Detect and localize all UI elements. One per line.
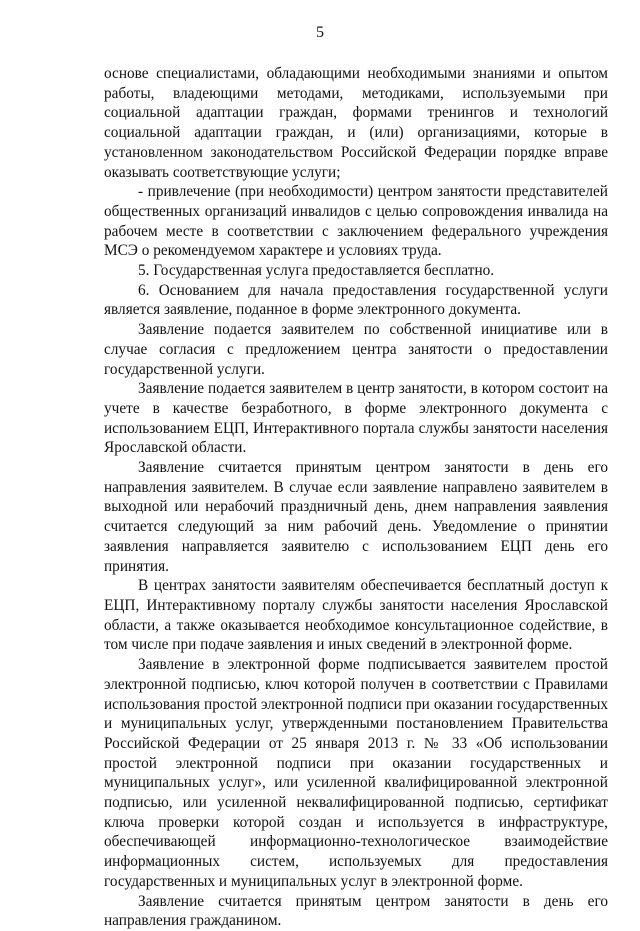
page-number: 5 <box>316 24 324 41</box>
document-body <box>104 64 608 931</box>
paragraph: Заявление считается принятым центром занятости в день его направления заявителем. В случае если заявление направлено заявителем в выходной или нерабочий праздничный день, днем направления заявления считается следующий за ним рабочий день. Уведомление о принятии заявления направляется заявителю с использованием ЕЦП день его принятия. <box>104 459 608 575</box>
paragraph: Заявление считается принятым центром занятости в день его направления гражданином. <box>104 892 608 930</box>
paragraph: Заявление в электронной форме подписывается заявителем простой электронной подписью, ключ которой получен в соответствии с Правилами использования простой электронной подписи при оказании государственных и муниципальных услуг, утвержденными постановлением Правительства Российской Федерации от 25 января 2013 г. № 33 «Об использовании простой электронной подписи при оказании государственных и муниципальных услуг», или усиленной квалифицированной электронной подписью, или усиленной неквалифицированной подписью, сертификат ключа проверки которой создан и используется в инфраструктуре, обеспечивающей информационно-технологическое взаимодействие информационных систем, используемых для предоставления государственных и муниципальных услуг в электронной форме. <box>104 656 608 890</box>
paragraph: Заявление подается заявителем в центр занятости, в котором состоит на учете в качестве безработного, в форме электронного документа с использованием ЕЦП, Интерактивного портала службы занятости населения Ярославской области. <box>104 380 608 457</box>
paragraph: 5. Государственная услуга предоставляется бесплатно. <box>138 262 495 280</box>
paragraph: - привлечение (при необходимости) центром занятости представителей общественных организаций инвалидов с целью сопровождения инвалида на рабочем месте в соответствии с заключением федерального учреждения МСЭ о рекомендуемом характере и условиях труда. <box>104 183 608 260</box>
paragraph-continued: основе специалистами, обладающими необходимыми знаниями и опытом работы, владеющими методами, методиками, используемыми при социальной адаптации граждан, формами тренингов и технологий социальной адаптации граждан, и (или) организациями, которые в установленном законодательством Российской Федерации порядке вправе оказывать соответствующие услуги; <box>104 65 608 181</box>
paragraph: Заявление подается заявителем по собственной инициативе или в случае согласия с предложением центра занятости о предоставлении государственной услуги. <box>104 321 608 378</box>
paragraph: 6. Основанием для начала предоставления государственной услуги является заявление, поданное в форме электронного документа. <box>104 281 608 319</box>
paragraph: В центрах занятости заявителям обеспечивается бесплатный доступ к ЕЦП, Интерактивному порталу службы занятости населения Ярославской области, а также оказывается необходимое консультационное содействие, в том числе при подаче заявления и иных сведений в электронной форме. <box>104 577 608 654</box>
